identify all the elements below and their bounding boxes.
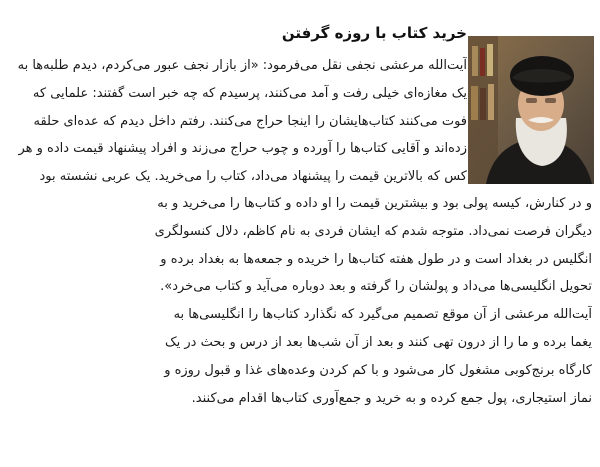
paragraph-line: زده‌اند و آقایی کتاب‌ها را آورده و چوب حراج می‌زند و افراد پیشنهاد قیمت داده و هر (18, 141, 467, 157)
paragraph-line: انگلیس در بغداد است و در طول هفته کتاب‌ها را خریده و جمعه‌ها به بغداد برده و (160, 251, 592, 267)
paragraph-line: آیت‌الله مرعشی از آن موقع تصمیم می‌گیرد که نگذارد کتاب‌ها را انگلیسی‌ها به (173, 307, 592, 323)
paragraph-line: و در کنارش، کیسه پولی بود و بیشترین قیمت را او داده و کتاب‌ها را می‌خرید و به (157, 196, 592, 211)
paragraph-line: کس که بالاترین قیمت را پیشنهاد می‌داد، کتاب را می‌خرید. یک عربی نشسته بود (39, 169, 467, 185)
paragraph-line: فوت می‌کنند کتاب‌هایشان را اینجا حراج می‌کنند. رفتم داخل دیدم که عده‌ای حلقه (33, 113, 467, 129)
portrait-icon (468, 36, 594, 184)
article-body-bottom (12, 190, 592, 412)
article-title: خرید کتاب با روزه گرفتن (281, 24, 467, 42)
paragraph-line: دیگران فرصت نمی‌داد. متوجه شدم که ایشان فردی به نام کاظم، دلال کنسولگری (154, 223, 592, 239)
paragraph-line: کارگاه برنج‌کوبی مشغول کار می‌شود و با کم کردن وعده‌های غذا و قبول روزه و (164, 362, 592, 378)
paragraph-line: یک مغازه‌ای خیلی رفت و آمد می‌کنند، پرسیدم که چه خبر است گفتند: علمایی که (32, 85, 467, 101)
paragraph-line: تحویل انگلیسی‌ها می‌داد و پولشان را گرفته و بعد دوباره می‌آید و کتاب می‌خرد». (160, 279, 592, 295)
article-body-top (12, 52, 467, 191)
paragraph-line: یغما برده و ما را از درون تهی کنند و بعد از آن شب‌ها بعد از درس و بحث در یک (164, 334, 592, 350)
paragraph-line: نماز استیجاری، پول جمع کرده و به خرید و جمع‌آوری کتاب‌ها اقدام می‌کنند. (191, 390, 592, 406)
portrait-photo (468, 36, 594, 184)
paragraph-line: آیت‌الله مرعشی نجفی نقل می‌فرمود: «از بازار نجف عبور می‌کردم، دیدم طلبه‌ها به (17, 58, 467, 73)
